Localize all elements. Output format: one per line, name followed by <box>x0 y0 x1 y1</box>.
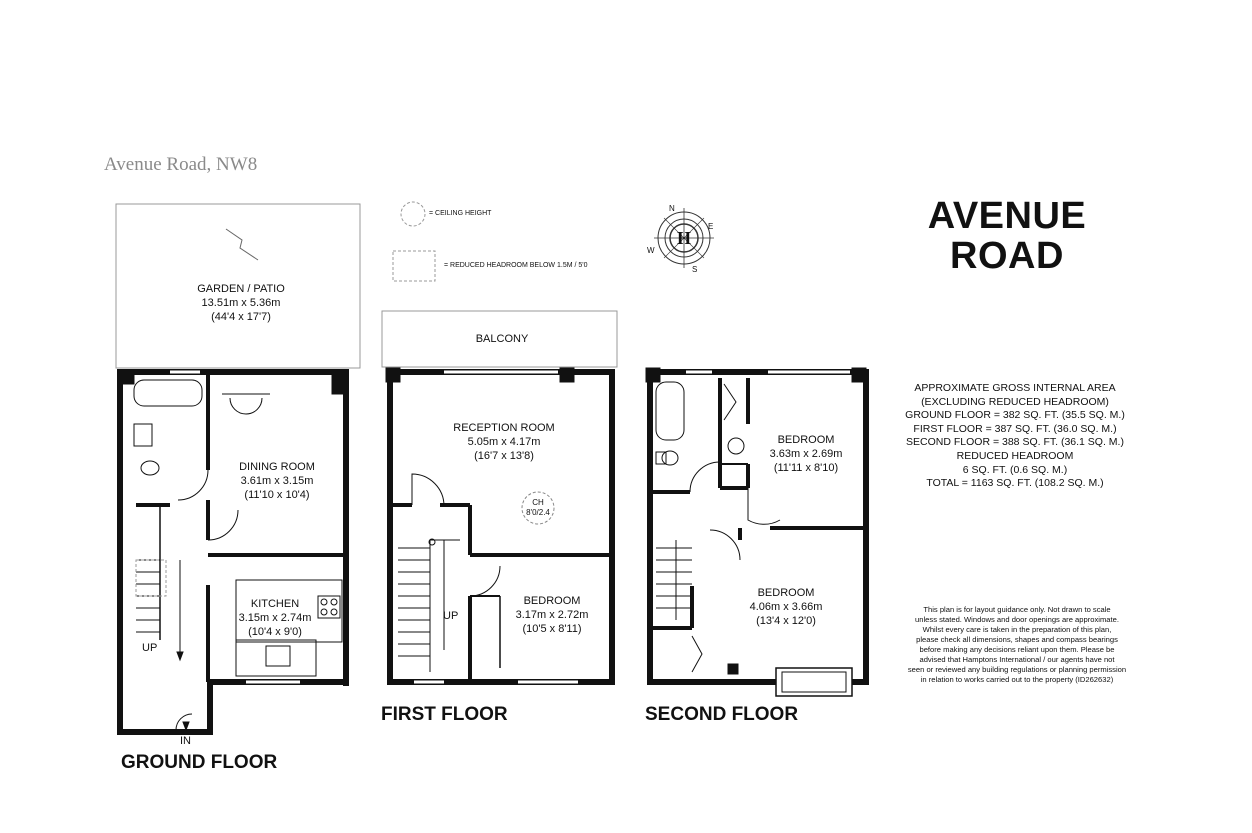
second-floor-title: SECOND FLOOR <box>645 704 799 725</box>
ground-outer-wall <box>120 372 346 732</box>
area-line: TOTAL = 1163 SQ. FT. (108.2 SQ. M.) <box>926 477 1104 490</box>
second-bedroom1-metric: 3.63m x 2.69m <box>769 448 843 460</box>
ch-label: CH <box>532 498 544 507</box>
disclaimer-line: in relation to works carried out to the property (ID262632) <box>920 675 1114 684</box>
kitchen-label <box>239 597 312 639</box>
disclaimer <box>872 605 1162 685</box>
ground-in-label: IN <box>180 735 191 747</box>
legend-ceiling-icon <box>401 202 425 226</box>
toilet-second <box>662 451 678 465</box>
first-bedroom-name: BEDROOM <box>523 595 581 607</box>
second-bedroom1-name: BEDROOM <box>777 434 835 446</box>
ground-up-label: UP <box>142 642 158 654</box>
garden-label <box>197 282 285 324</box>
legend-ceiling-label: = CEILING HEIGHT <box>429 210 492 217</box>
dining-name: DINING ROOM <box>239 461 315 473</box>
disclaimer-line: please check all dimensions, shapes and compass bearings <box>916 635 1118 644</box>
area-summary <box>880 382 1150 491</box>
legend-headroom-label: = REDUCED HEADROOM BELOW 1.5M / 5'0 <box>444 262 588 269</box>
ch-value: 8'0/2.4 <box>526 508 550 517</box>
second-bedroom1-imperial: (11'11 x 8'10) <box>773 462 839 474</box>
compass-logo-icon: H <box>677 228 692 248</box>
first-floor-title: FIRST FLOOR <box>381 704 508 725</box>
hob <box>318 596 340 618</box>
area-line: (EXCLUDING REDUCED HEADROOM) <box>921 395 1109 408</box>
basin-second <box>728 438 744 454</box>
second-floor-plan <box>646 368 866 696</box>
bathtub <box>134 380 202 406</box>
kitchen-sink <box>266 646 290 666</box>
reception-metric: 5.05m x 4.17m <box>467 436 541 448</box>
compass-w: W <box>647 246 655 255</box>
compass-n: N <box>669 204 675 213</box>
area-line: REDUCED HEADROOM <box>956 449 1074 462</box>
corner-pillar-left <box>120 370 134 384</box>
dining-metric: 3.61m x 3.15m <box>240 475 314 487</box>
area-line: FIRST FLOOR = 387 SQ. FT. (36.0 SQ. M.) <box>913 422 1117 435</box>
title-line-2: ROAD <box>950 235 1064 277</box>
garden-name: GARDEN / PATIO <box>197 283 285 295</box>
first-up-label: UP <box>443 610 459 622</box>
area-line: SECOND FLOOR = 388 SQ. FT. (36.1 SQ. M.) <box>906 436 1124 449</box>
compass-s: S <box>692 265 698 274</box>
garden-imperial: (44'4 x 17'7) <box>211 311 271 323</box>
second-bedroom2-label <box>750 586 823 628</box>
bathtub-second <box>656 382 684 440</box>
balcony-label: BALCONY <box>475 333 529 345</box>
corner-pillar-right <box>332 370 348 394</box>
kitchen-name: KITCHEN <box>250 598 300 610</box>
legend-headroom-icon <box>393 251 435 281</box>
area-line: GROUND FLOOR = 382 SQ. FT. (35.5 SQ. M.) <box>905 409 1125 422</box>
dining-imperial: (11'10 x 10'4) <box>244 489 310 501</box>
disclaimer-line: unless stated. Windows and door openings are approximate. <box>915 615 1119 624</box>
ground-lower-right-cut <box>212 686 352 746</box>
first-bedroom-imperial: (10'5 x 8'11) <box>522 623 582 635</box>
garden-metric: 13.51m x 5.36m <box>201 297 281 309</box>
second-stairs <box>656 540 692 620</box>
disclaimer-line: before making any decisions reliant upon them. Please be <box>919 645 1115 654</box>
basin-ground <box>134 424 152 446</box>
kitchen-metric: 3.15m x 2.74m <box>238 612 312 624</box>
ceiling-height-label <box>526 498 550 518</box>
disclaimer-line: advised that Hamptons International / our agents have not <box>919 655 1115 664</box>
area-line: 6 SQ. FT. (0.6 SQ. M.) <box>962 463 1068 476</box>
kitchen-imperial: (10'4 x 9'0) <box>248 626 302 638</box>
ground-floor-title: GROUND FLOOR <box>121 752 278 773</box>
reception-imperial: (16'7 x 13'8) <box>474 450 534 462</box>
compass-e: E <box>708 222 714 231</box>
first-corner-right <box>560 368 574 382</box>
reception-room-label <box>453 421 554 463</box>
second-bedroom1-label <box>770 433 843 475</box>
title-line-1: AVENUE <box>927 195 1087 237</box>
area-line: APPROXIMATE GROSS INTERNAL AREA <box>914 382 1116 394</box>
dining-room-label <box>239 460 315 502</box>
second-bedroom2-metric: 4.06m x 3.66m <box>749 601 823 613</box>
garden-path-mark <box>226 229 258 260</box>
second-bedroom2-imperial: (13'4 x 12'0) <box>756 615 816 627</box>
disclaimer-line: This plan is for layout guidance only. Not drawn to scale <box>923 605 1111 614</box>
toilet-ground <box>141 461 159 475</box>
disclaimer-line: seen or reviewed any building regulations or planning permission <box>907 665 1127 674</box>
reception-name: RECEPTION ROOM <box>453 422 555 434</box>
kitchen-worktop-inner <box>236 640 316 676</box>
property-subtitle: Avenue Road, NW8 <box>104 154 258 175</box>
first-bedroom-metric: 3.17m x 2.72m <box>515 609 589 621</box>
second-bedroom2-name: BEDROOM <box>757 587 815 599</box>
first-stairs <box>398 539 460 672</box>
first-corner-left <box>386 368 400 382</box>
first-bedroom-label <box>516 594 589 636</box>
disclaimer-line: Whilst every care is taken in the preparation of this plan, <box>922 625 1112 634</box>
